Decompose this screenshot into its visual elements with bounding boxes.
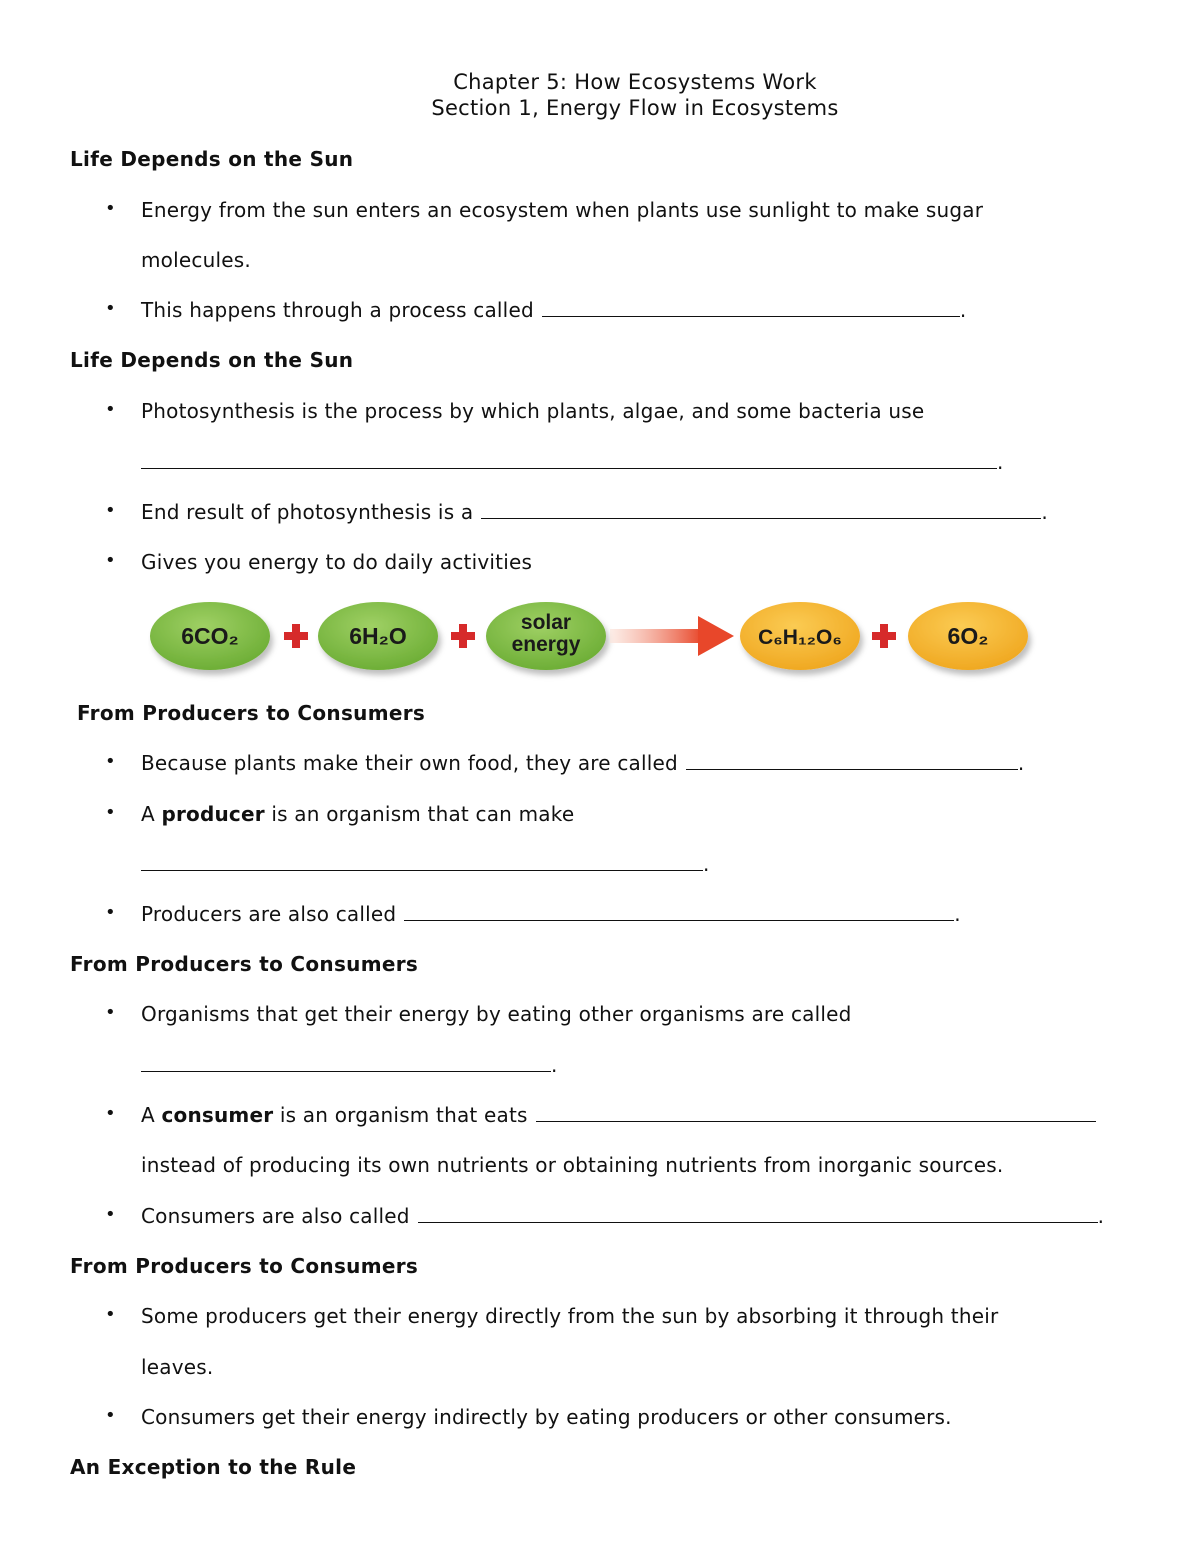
period: . bbox=[954, 902, 961, 926]
bullet-text: is an organism that eats bbox=[279, 1103, 528, 1127]
bullet-text: Consumers are also called bbox=[141, 1204, 410, 1228]
bullet-item bbox=[141, 902, 961, 926]
reactant-h2o-label: 6H₂O bbox=[349, 623, 407, 649]
bullet-continuation: instead of producing its own nutrients or obtaining nutrients from inorganic sources. bbox=[141, 1153, 1004, 1177]
bullet-item bbox=[141, 198, 983, 222]
period: . bbox=[551, 1053, 558, 1077]
fill-in-blank[interactable] bbox=[686, 768, 1018, 770]
arrow-icon bbox=[610, 616, 734, 656]
bullet-item bbox=[141, 1204, 1104, 1228]
bullet-item bbox=[141, 1002, 852, 1026]
bullet-text: Because plants make their own food, they are called bbox=[141, 751, 678, 775]
bullet-continuation: molecules. bbox=[141, 248, 251, 272]
bullet-item bbox=[141, 500, 1048, 524]
bullet-text: Some producers get their energy directly from the sun by absorbing it through their bbox=[141, 1304, 999, 1328]
bullet-continuation bbox=[141, 1053, 558, 1077]
bullet-continuation bbox=[141, 450, 1004, 474]
period: . bbox=[1041, 500, 1048, 524]
term-consumer: consumer bbox=[161, 1103, 274, 1127]
bullet-text: Energy from the sun enters an ecosystem when plants use sunlight to make sugar bbox=[141, 198, 984, 222]
section-heading: From Producers to Consumers bbox=[70, 952, 419, 976]
bullet-text: This happens through a process called bbox=[141, 298, 534, 322]
plus-icon bbox=[284, 624, 308, 648]
section-heading: Life Depends on the Sun bbox=[70, 348, 354, 372]
fill-in-blank[interactable] bbox=[481, 517, 1041, 519]
bullet-text: Consumers get their energy indirectly by eating producers or other consumers. bbox=[141, 1405, 952, 1429]
fill-in-blank[interactable] bbox=[404, 919, 954, 921]
period: . bbox=[703, 852, 710, 876]
product-glucose-label: C₆H₁₂O₆ bbox=[758, 626, 842, 649]
bullet-text: Photosynthesis is the process by which plants, algae, and some bacteria use bbox=[141, 399, 925, 423]
section-heading: From Producers to Consumers bbox=[70, 1254, 419, 1278]
fill-in-blank[interactable] bbox=[141, 1070, 551, 1072]
bullet-item bbox=[141, 802, 574, 826]
bullet-item bbox=[141, 1103, 1096, 1127]
period: . bbox=[997, 450, 1004, 474]
period: . bbox=[959, 298, 967, 322]
fill-in-blank[interactable] bbox=[141, 467, 997, 469]
bullet-item bbox=[141, 751, 1024, 775]
fill-in-blank[interactable] bbox=[542, 315, 960, 317]
chapter-title: Chapter 5: How Ecosystems Work bbox=[453, 70, 817, 94]
fill-in-blank[interactable] bbox=[536, 1120, 1096, 1122]
bullet-text: is an organism that can make bbox=[271, 802, 575, 826]
reactant-solar-label-1: solar bbox=[520, 611, 572, 634]
bullet-continuation: leaves. bbox=[141, 1355, 214, 1379]
bullet-text: A bbox=[141, 802, 155, 826]
bullet-text: End result of photosynthesis is a bbox=[141, 500, 474, 524]
fill-in-blank[interactable] bbox=[141, 869, 703, 871]
section-heading: Life Depends on the Sun bbox=[70, 147, 354, 171]
bullet-item bbox=[141, 550, 532, 574]
plus-icon bbox=[451, 624, 475, 648]
bullet-item bbox=[141, 1304, 998, 1328]
fill-in-blank[interactable] bbox=[418, 1221, 1098, 1223]
plus-icon bbox=[872, 624, 896, 648]
reactant-co2-label: 6CO₂ bbox=[181, 623, 239, 649]
bullet-text: Producers are also called bbox=[141, 902, 397, 926]
section-heading: An Exception to the Rule bbox=[70, 1455, 357, 1479]
bullet-item bbox=[141, 1405, 952, 1429]
term-producer: producer bbox=[161, 802, 265, 826]
section-heading: From Producers to Consumers bbox=[77, 701, 426, 725]
photosynthesis-equation bbox=[148, 596, 1048, 688]
period: . bbox=[1097, 1204, 1105, 1228]
section-title: Section 1, Energy Flow in Ecosystems bbox=[431, 96, 839, 120]
bullet-text: Organisms that get their energy by eating other organisms are called bbox=[141, 1002, 852, 1026]
period: . bbox=[1017, 751, 1025, 775]
reactant-solar-label-2: energy bbox=[511, 633, 581, 656]
bullet-text: Gives you energy to do daily activities bbox=[141, 550, 533, 574]
product-oxygen-label: 6O₂ bbox=[947, 623, 989, 649]
bullet-continuation bbox=[141, 852, 710, 876]
bullet-text: A bbox=[141, 1103, 155, 1127]
bullet-item bbox=[141, 298, 966, 322]
bullet-item bbox=[141, 399, 924, 423]
